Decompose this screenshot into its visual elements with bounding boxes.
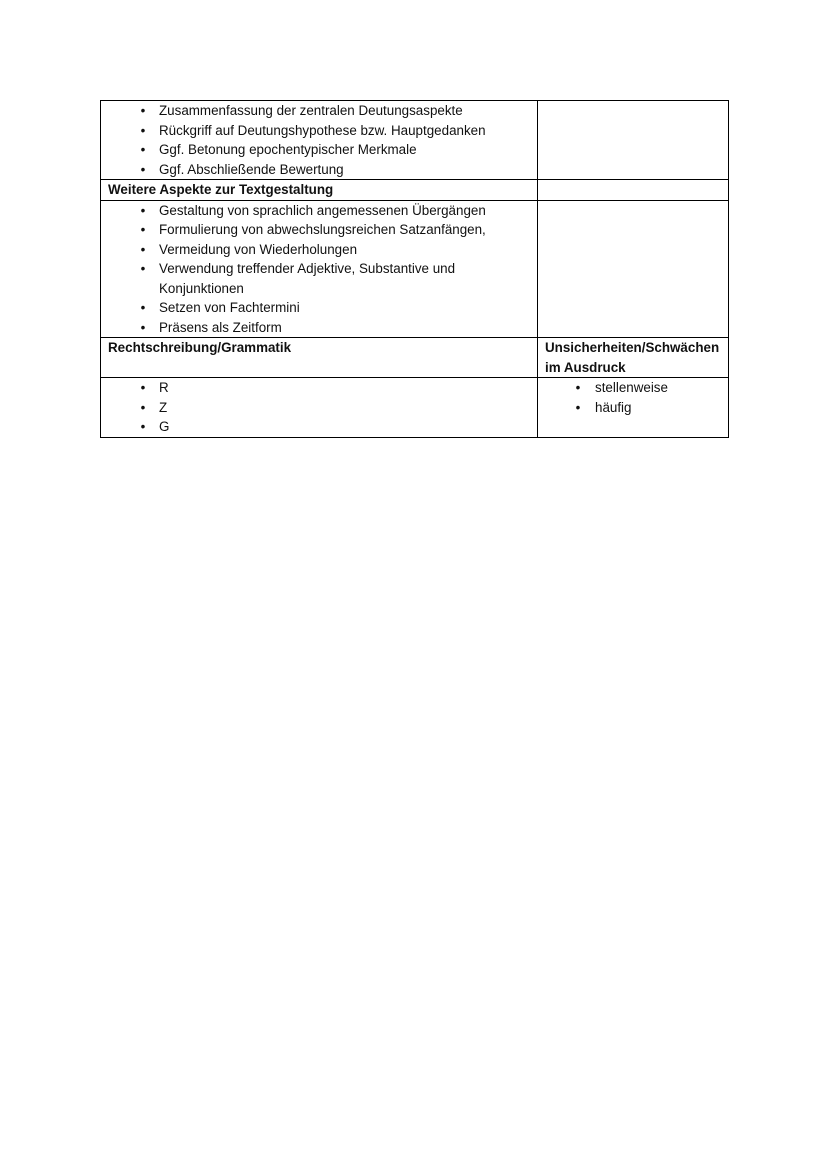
list-item-text: G [159, 419, 170, 434]
list-item-text: Formulierung von abwechslungsreichen Satzanfängen, [159, 222, 486, 237]
list-item-text: Verwendung treffender Adjektive, Substantive und Konjunktionen [159, 261, 456, 296]
list-item-text: Gestaltung von sprachlich angemessenen Übergängen [159, 202, 486, 218]
list-item [545, 398, 721, 418]
list-item [108, 240, 530, 260]
bullet-icon: • [140, 241, 146, 257]
bullet-icon: • [140, 161, 146, 177]
list-item-text: Präsens als Zeitform [159, 319, 282, 335]
list-item-text: häufig [595, 399, 632, 415]
bullet-icon: • [140, 380, 146, 395]
list-item-text: Rückgriff auf Deutungshypothese bzw. Hauptgedanken [159, 122, 486, 138]
list-item-text: Z [159, 399, 168, 415]
table-cell [538, 378, 729, 438]
list-item [545, 378, 721, 398]
table-row [101, 200, 729, 338]
list-item [108, 318, 530, 338]
table-cell [101, 378, 538, 438]
table-cell-empty [538, 200, 729, 338]
list-item-text: stellenweise [595, 380, 668, 395]
list-item [108, 417, 530, 437]
bullet-icon: • [575, 399, 581, 415]
list-item [108, 398, 530, 418]
section-header: Rechtschreibung/Grammatik [101, 338, 538, 378]
list-item [108, 259, 530, 298]
table-row [101, 338, 729, 378]
bullet-list [108, 101, 530, 179]
bullet-icon: • [575, 380, 581, 395]
list-item-text: Ggf. Betonung epochentypischer Merkmale [159, 142, 417, 157]
table-cell-empty [538, 101, 729, 180]
list-item-text: Zusammenfassung der zentralen Deutungsaspekte [159, 103, 463, 118]
list-item [108, 378, 530, 398]
bullet-icon: • [140, 300, 146, 315]
table-row [101, 101, 729, 180]
table-cell [101, 101, 538, 180]
bullet-list [108, 378, 530, 437]
bullet-icon: • [140, 419, 146, 434]
list-item [108, 140, 530, 160]
section-header: Unsicherheiten/Schwächen im Ausdruck [538, 338, 729, 378]
list-item-text: Ggf. Abschließende Bewertung [159, 161, 344, 177]
list-item-text: Setzen von Fachtermini [159, 300, 300, 315]
bullet-icon: • [140, 319, 146, 335]
section-header: Weitere Aspekte zur Textgestaltung [101, 180, 538, 201]
list-item [108, 121, 530, 141]
list-item-text: R [159, 380, 169, 395]
bullet-icon: • [140, 202, 146, 218]
table-row [101, 378, 729, 438]
bullet-icon: • [140, 261, 146, 276]
bullet-icon: • [140, 103, 146, 118]
list-item [108, 298, 530, 318]
list-item [108, 201, 530, 221]
list-item [108, 160, 530, 180]
list-item-text: Vermeidung von Wiederholungen [159, 241, 358, 257]
bullet-icon: • [140, 142, 146, 157]
table-row [101, 180, 729, 201]
table-cell [101, 200, 538, 338]
bullet-icon: • [140, 399, 146, 415]
bullet-list [108, 201, 530, 338]
bullet-list [545, 378, 721, 417]
bullet-icon: • [140, 122, 146, 138]
list-item [108, 220, 530, 240]
assessment-table [100, 100, 729, 438]
bullet-icon: • [140, 222, 146, 237]
list-item [108, 101, 530, 121]
table-cell-empty [538, 180, 729, 201]
